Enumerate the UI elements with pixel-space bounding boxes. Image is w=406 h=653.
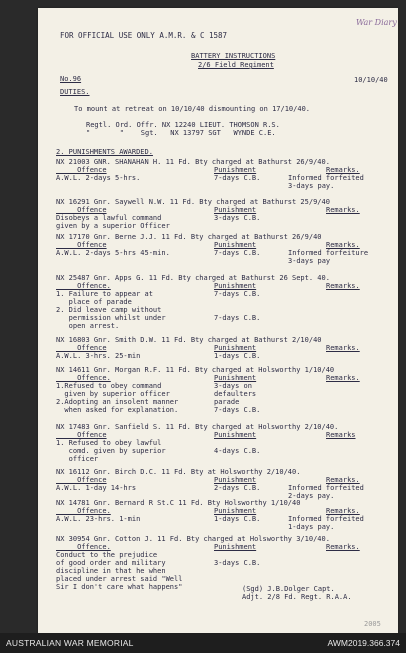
punishment-text: 7-days C.B.	[214, 174, 261, 182]
entry-heading: NX 14611 Gnr. Morgan R.F. 11 Fd. Bty charged at Holsworthy 1/10/40	[56, 366, 335, 374]
punishment-text: 2-days C.B.	[214, 484, 261, 492]
offence-text: comd. given by superior	[56, 447, 166, 455]
punishment-text: 1-days C.B.	[214, 352, 261, 360]
punishment-text: 3-days on	[214, 382, 252, 390]
offence-heading: Offence.	[56, 282, 111, 290]
punishment-text: 3-days C.B.	[214, 214, 261, 222]
offence-text: Disobeys a lawful command	[56, 214, 162, 222]
remarks-heading: Remarks.	[326, 507, 360, 515]
unit-name: 2/6 Field Regiment	[198, 61, 274, 69]
offence-text: place of parade	[56, 298, 132, 306]
offence-text: 2. Did leave camp without	[56, 306, 162, 314]
remarks-heading: Remarks.	[326, 543, 360, 551]
offence-text: A.W.L. 3-hrs. 25-min	[56, 352, 141, 360]
offence-heading: Offence	[56, 241, 107, 249]
offence-text: A.W.L. 2-days 5-hrs.	[56, 174, 141, 182]
remarks-text: Informed forfeited	[288, 484, 364, 492]
remarks-heading: Remarks	[326, 431, 356, 439]
offence-text: A.W.L. 1-day 14-hrs	[56, 484, 137, 492]
punishment-heading: Punishment	[214, 282, 257, 290]
document-number: No.96	[60, 75, 82, 83]
entry-heading: NX 17483 Gnr. Sanfield S. 11 Fd. Bty charged at Holsworthy 2/10/40.	[56, 423, 339, 431]
offence-text: given by a superior Officer	[56, 222, 170, 230]
offence-text: 2.Adopting an insolent manner	[56, 398, 179, 406]
offence-text: discipline in that he when	[56, 567, 166, 575]
entry-heading: NX 16803 Gnr. Smith D.W. 11 Fd. Bty charged at Bathurst 2/10/40	[56, 336, 322, 344]
remarks-heading: Remarks.	[326, 476, 360, 484]
regtl-sergeant-line: " " Sgt. NX 13797 SGT WYNDE C.E.	[86, 129, 276, 137]
offence-heading: Offence.	[56, 507, 111, 515]
offence-heading: Offence	[56, 431, 107, 439]
offence-text: placed under arrest said "Well	[56, 575, 183, 583]
punishment-text: 7-days C.B.	[214, 314, 261, 322]
remarks-text: 1-days pay.	[288, 523, 335, 531]
remarks-heading: Remarks.	[326, 282, 360, 290]
offence-text: A.W.L. 23-hrs. 1-min	[56, 515, 141, 523]
offence-heading: Offence	[56, 206, 107, 214]
offence-text: open arrest.	[56, 322, 120, 330]
punishment-heading: Punishment	[214, 374, 257, 382]
offence-text: when asked for explanation.	[56, 406, 179, 414]
offence-text: 1.Refused to obey command	[56, 382, 162, 390]
footer-bar	[0, 633, 406, 653]
offence-text: A.W.L. 2-days 5-hrs 45-min.	[56, 249, 170, 257]
punishment-heading: Punishment	[214, 476, 257, 484]
offence-heading: Offence.	[56, 374, 111, 382]
remarks-text: 3-days pay	[288, 257, 331, 265]
entry-heading: NX 16291 Gnr. Saywell N.W. 11 Fd. Bty charged at Bathurst 25/9/40	[56, 198, 330, 206]
punishment-heading: Punishment	[214, 507, 257, 515]
entry-heading: NX 16112 Gnr. Birch D.C. 11 Fd. Bty at Holsworthy 2/10/40.	[56, 468, 301, 476]
document-date: 10/10/40	[354, 76, 388, 84]
offence-heading: Offence.	[56, 543, 111, 551]
punishment-text: 4-days C.B.	[214, 447, 261, 455]
document-page	[38, 8, 398, 633]
offence-heading: Offence	[56, 166, 107, 174]
offence-heading: Offence	[56, 344, 107, 352]
offence-text: Conduct to the prejudice	[56, 551, 158, 559]
punishment-text: parade	[214, 398, 240, 406]
footer-institution: AUSTRALIAN WAR MEMORIAL	[6, 638, 134, 648]
regtl-officer-line: Regtl. Ord. Offr. NX 12240 LIEUT. THOMSON R.S.	[86, 121, 280, 129]
remarks-heading: Remarks.	[326, 374, 360, 382]
punishments-heading: 2. PUNISHMENTS AWARDED.	[56, 148, 153, 156]
offence-text: Sir I don't care what happens"	[56, 583, 183, 591]
entry-heading: NX 30954 Gnr. Cotton J. 11 Fd. Bty charged at Holsworthy 3/10/40.	[56, 535, 330, 543]
punishment-text: 7-days C.B.	[214, 406, 261, 414]
entry-heading: NX 17170 Gnr. Berne J.J. 11 Fd. Bty charged at Bathurst 26/9/40	[56, 233, 322, 241]
remarks-text: Informed forfeited	[288, 515, 364, 523]
classification-header: FOR OFFICIAL USE ONLY A.M.R. & C 1587	[60, 31, 228, 40]
remarks-heading: Remarks.	[326, 344, 360, 352]
signature-line: (Sgd) J.B.Dolger Capt.	[242, 585, 335, 593]
offence-text: officer	[56, 455, 99, 463]
punishment-text: 1-days C.B.	[214, 515, 261, 523]
offence-text: permission whilst under	[56, 314, 166, 322]
entry-heading: NX 21003 GNR. SHANAHAN H. 11 Fd. Bty charged at Bathurst 26/9/40.	[56, 158, 330, 166]
remarks-text: Informed forfeiture	[288, 249, 369, 257]
punishment-heading: Punishment	[214, 431, 257, 439]
remarks-heading: Remarks.	[326, 206, 360, 214]
remarks-text: 2-days pay.	[288, 492, 335, 500]
punishment-text: defaulters	[214, 390, 257, 398]
offence-text: given by superior officer	[56, 390, 170, 398]
duties-line: To mount at retreat on 10/10/40 dismounting on 17/10/40.	[74, 105, 311, 113]
entry-heading: NX 25487 Gnr. Apps G. 11 Fd. Bty charged at Bathurst 26 Sept. 40.	[56, 274, 330, 282]
punishment-heading: Punishment	[214, 241, 257, 249]
punishment-heading: Punishment	[214, 344, 257, 352]
punishment-text: 3-days C.B.	[214, 559, 261, 567]
page-mark: 2005	[364, 620, 381, 628]
duties-heading: DUTIES.	[60, 88, 90, 96]
punishment-heading: Punishment	[214, 543, 257, 551]
footer-accession-number: AWM2019.366.374	[327, 638, 400, 648]
entry-heading: NX 14781 Gnr. Bernard R St.C 11 Fd. Bty Holsworthy 1/10/40	[56, 499, 301, 507]
punishment-text: 7-days C.B.	[214, 290, 261, 298]
signature-appointment: Adjt. 2/8 Fd. Regt. R.A.A.	[242, 593, 352, 601]
remarks-heading: Remarks.	[326, 166, 360, 174]
offence-heading: Offence	[56, 476, 107, 484]
offence-text: of good order and military	[56, 559, 166, 567]
punishment-text: 7-days C.B.	[214, 249, 261, 257]
punishment-heading: Punishment	[214, 206, 257, 214]
remarks-heading: Remarks.	[326, 241, 360, 249]
punishment-heading: Punishment	[214, 166, 257, 174]
offence-text: 1. Failure to appear at	[56, 290, 153, 298]
remarks-text: Informed forfeited	[288, 174, 364, 182]
document-title: BATTERY INSTRUCTIONS	[191, 52, 276, 60]
offence-text: 1. Refused to obey lawful	[56, 439, 162, 447]
handwritten-annotation: War Diary	[356, 18, 397, 27]
remarks-text: 3-days pay.	[288, 182, 335, 190]
